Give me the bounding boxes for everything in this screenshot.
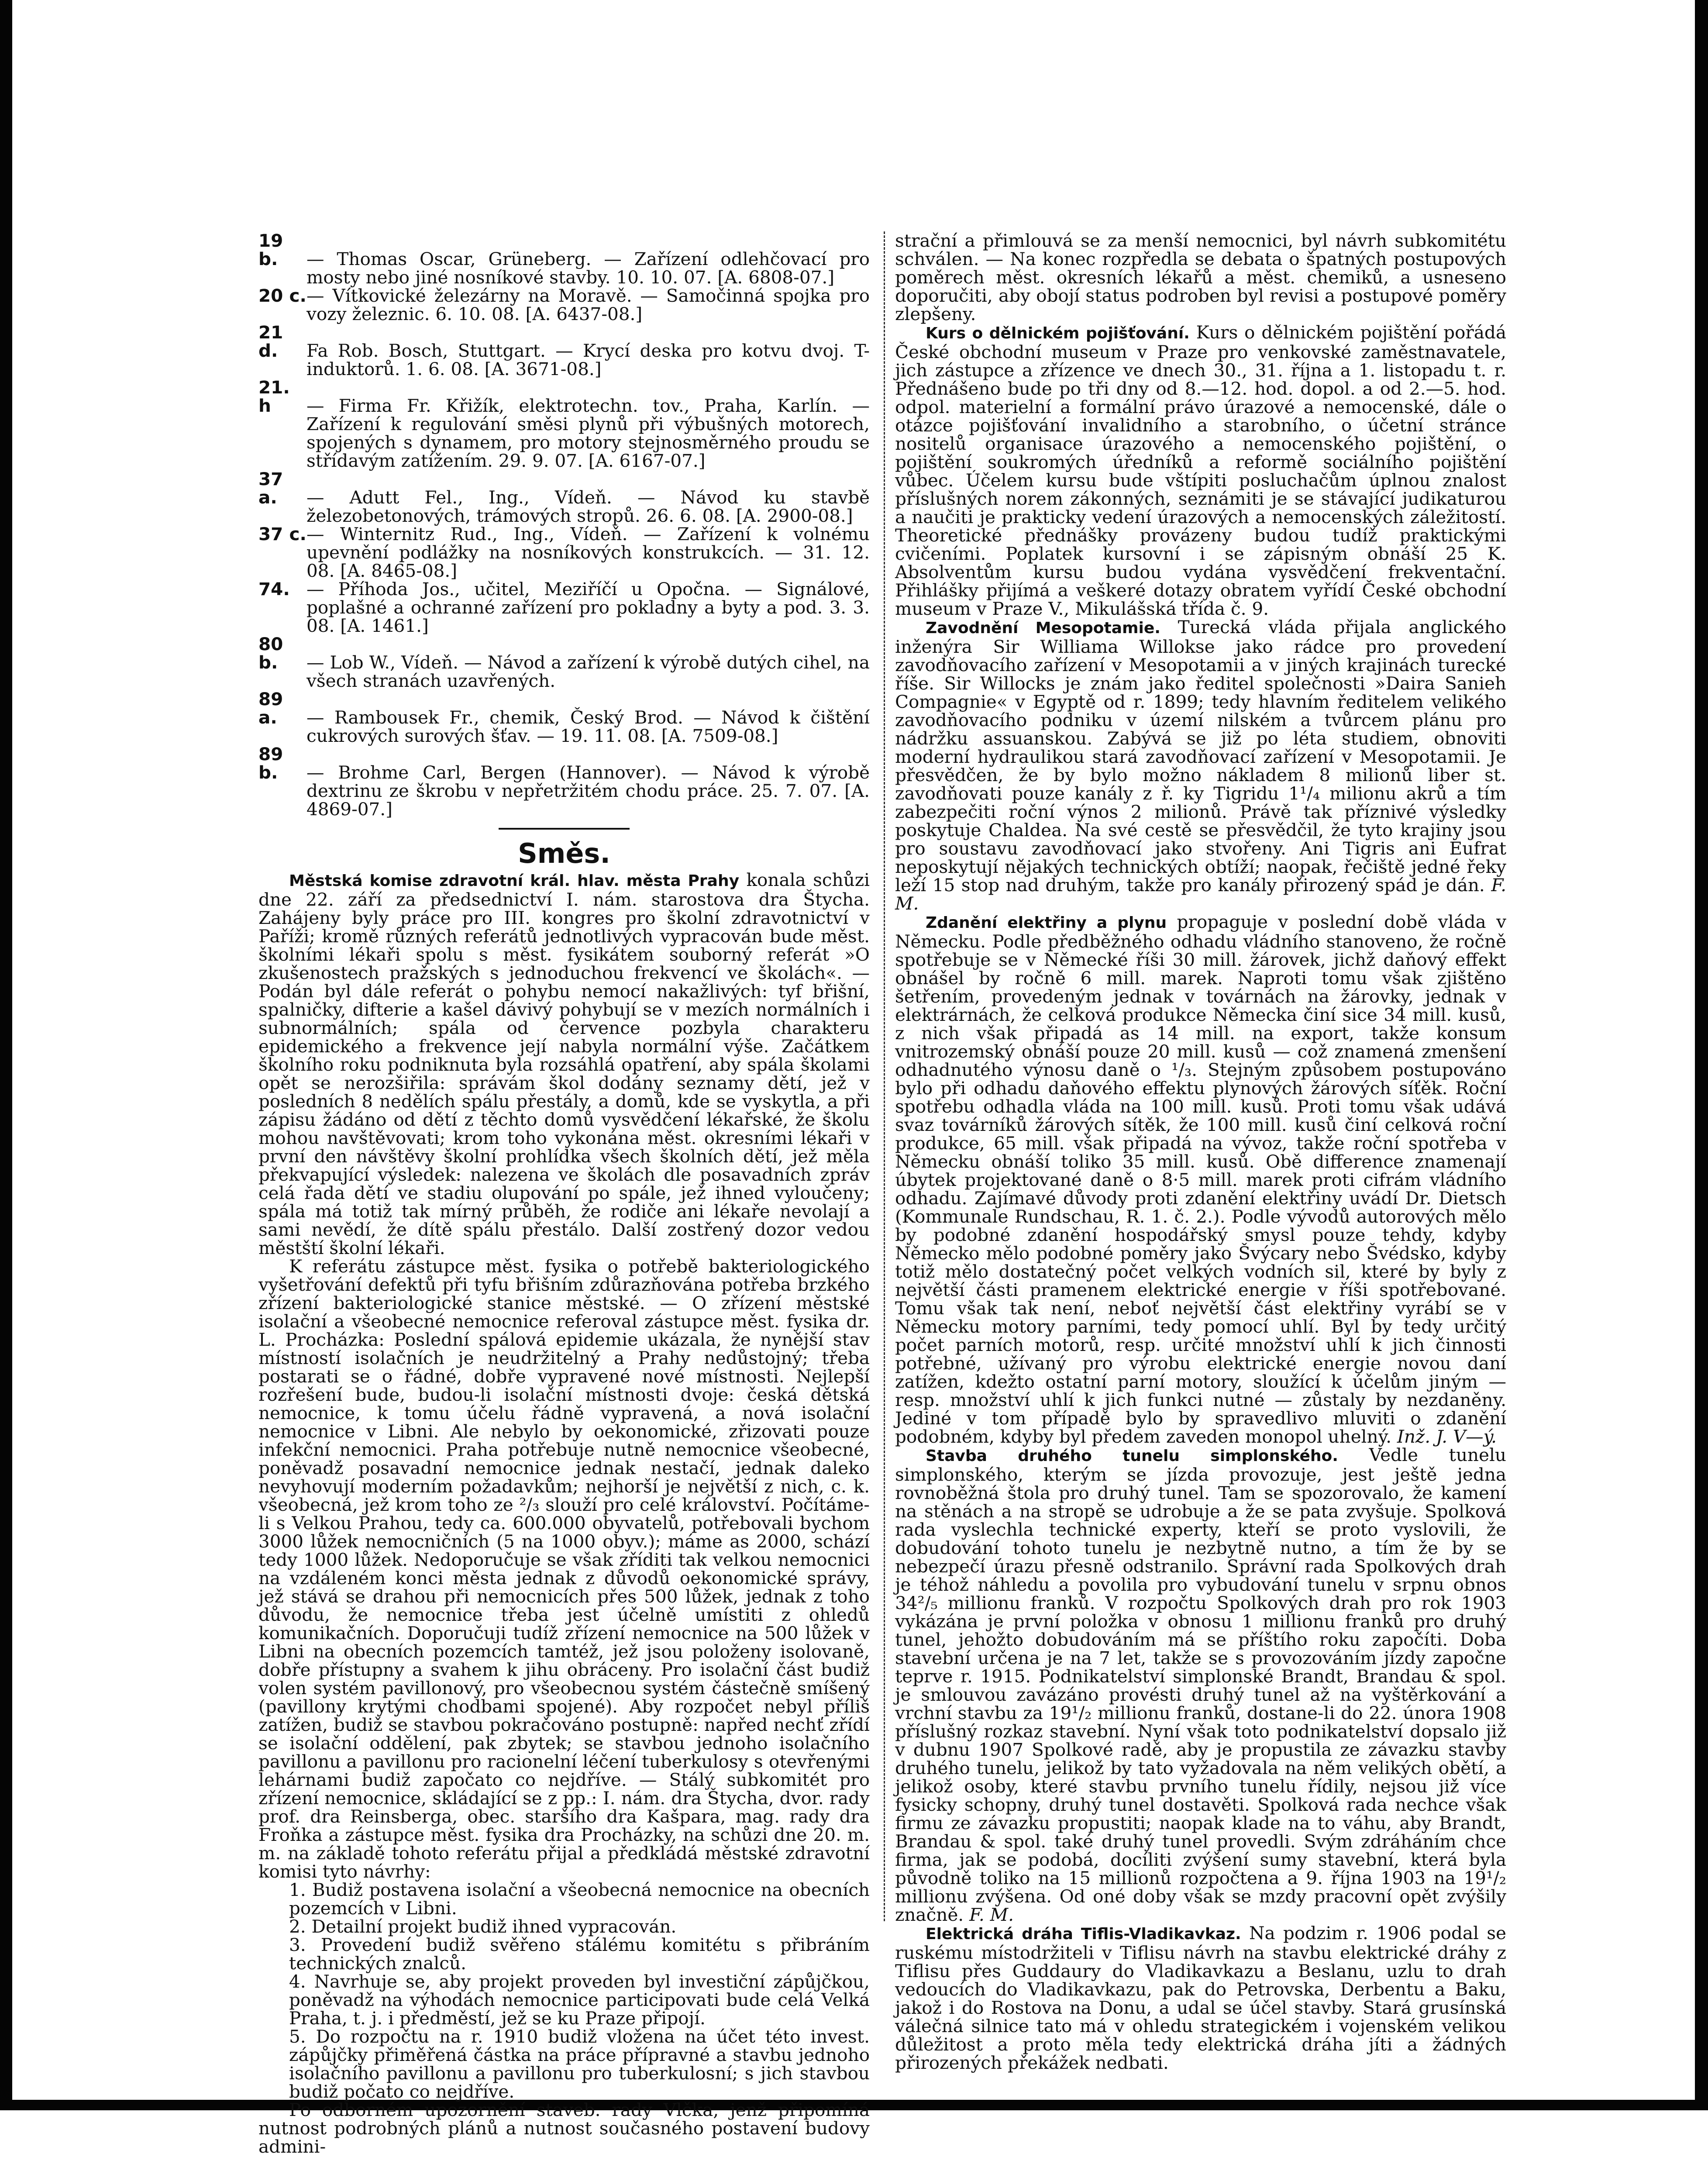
- patent-entry: [258, 690, 870, 745]
- patent-text: Fa Rob. Bosch, Stuttgart. — Krycí deska pro kotvu dvoj. T-induktorů. 1. 6. 08. [A. 3671-08.]: [306, 340, 870, 379]
- patent-class: 20 c.: [258, 285, 306, 306]
- patent-entry: [258, 580, 870, 635]
- patent-class: 21 d.: [258, 322, 283, 361]
- patent-text: — Lob W., Vídeň. — Návod a zařízení k výrobě dutých cihel, na všech stranách uzavřených.: [306, 652, 870, 691]
- patent-class: 89 a.: [258, 689, 283, 728]
- article-text: konala schůzi dne 22. září za předsednictví I. nám. starostova dra Štycha. Zahájeny byly práce pro III. kongres pro školní zdravotnictví v Paříži; kromě různých referátů jednotlivých vypracován bude měst. školními lékaři spolu s měst. fysikátem souborný referát »O zkušenostech pražských s jednoduchou frekvencí ve školách«. — Podán byl dále referát o pohybu nemocí nakažlivých: tyf břišní, spalničky, difterie a kašel dávivý pohybují se v mezích normálních i subnormálních; spála od července pozbyla charakteru epidemického a frekvence její nabyla normální výše. Začátkem školního roku podniknuta byla rozsáhlá opatření, aby spála školami opět se nerozšiřila: správám škol dodány seznamy dětí, jež v posledních 8 nedělích spálu přestály, a domů, kde se vyskytla, a při zápisu žádáno od dětí z těchto domů vysvědčení lékařské, že školu mohou navštěvovati; krom toho vykonána měst. okresními lékaři v první den návštěvy školní prohlídka všech školních dětí, jež měla překvapující výsledek: nalezena ve školách dle posavadních zpráv celá řada dětí ve stadiu olupování po spále, jež ihned vyloučeny; spála má totiž tak mírný průběh, že rodiče ani lékaře nevolají a sami nevědí, že dítě spálu přestálo. Další zostřený dozor vedou městští školní lékaři.: [258, 869, 870, 1258]
- patent-entry: [258, 231, 870, 286]
- proposal-item: 3. Provedení budiž svěřeno stálému komitétu s přibráním technických znalců.: [289, 1934, 870, 1974]
- patent-class: 19 b.: [258, 230, 283, 269]
- patent-class: 74.: [258, 579, 290, 600]
- patent-entry: [258, 745, 870, 818]
- article-text: Na podzim r. 1906 podal se ruskému místodržiteli v Tiflisu návrh na stavbu elektrické dráhy z Tiflisu přes Guddaury do Vladikavkazu a Beslanu, uzlu to drah vedoucích do Vladikavkazu, pak do Petrovska, Derbentu a Baku, jakož i do Rostova na Donu, a udal se účel stavby. Stará grusínská válečná silnice tato má v ohledu strategickém i vojenském velikou důležitost a proto měla tedy elektrická dráha jíti a žádných přirozených překážek nedbati.: [895, 1923, 1506, 2073]
- article-heading: Městská komise zdravotní král. hlav. města Prahy: [289, 872, 740, 890]
- proposal-item: 2. Detailní projekt budiž ihned vypracován.: [289, 1916, 677, 1937]
- column-divider: [884, 231, 885, 1921]
- article-text: Vedle tunelu simplonského, kterým se jízda provozuje, jest ještě jedna rovnoběžná štola pro druhý tunel. Tam se spozorovalo, že kamení na stěnách a na stropě se udrobuje a že se pata zvyšuje. Spolková rada vyslechla technické experty, kteří se proto vyslovili, že dobudování tohoto tunelu je nezbytně nutno, a tím že by se nebezpečí úrazu přesně odstranilo. Správní rada Spolkových drah je téhož náhledu a povolila pro vybudování tunelu v srpnu obnos 34²/₅ millionu franků. V rozpočtu Spolkových drah pro rok 1903 vykázána je první položka v obnosu 1 millionu franků pro druhý tunel, jehožto dobudováním má se příštího roku započíti. Doba stavební určena je na 7 let, takže se s provozováním jízdy započne teprve r. 1915. Podnikatelství simplonské Brandt, Brandau & spol. je smlouvou zavázáno provésti druhý tunel až na vyštěrkování a vrchní stavbu za 19¹/₂ millionu franků, dostane-li do 22. února 1908 příslušný rozkaz stavební. Nyní však toto podnikatelství dopsalo již v dubnu 1907 Spolkové radě, aby je propustila ze závazku stavby druhého tunelu, jelikož by tato vyžadovala na něm velikých obětí, a jelikož osoby, které stavbu prvního tunelu řídily, nejsou již více fysicky schopny, druhý tunel dostavěti. Spolková rada nechce však firmu ze závazku propustiti; naopak klade na to váhu, aby Brandt, Brandau & spol. také druhý tunel provedli. Svým zdráháním chce firma, jak se podobá, docíliti zvýšení sumy stavební, která byla původně toliko na 15 millionů rozpočtena a 9. října 1903 na 19¹/₂ millionu zvýšena. Od oné doby však se mzdy pracovní opět zvýšily značně.: [895, 1444, 1507, 1925]
- patent-text: — Thomas Oscar, Grüneberg. — Zařízení odlehčovací pro mosty nebo jiné nosníkové stavby. 10. 10. 07. [A. 6808-07.]: [306, 248, 870, 288]
- article-heading: Stavba druhého tunelu simplonského.: [926, 1447, 1338, 1465]
- author-signature: F. M.: [969, 1904, 1014, 1925]
- left-scan-border: [0, 0, 12, 2110]
- proposal-item: 5. Do rozpočtu na r. 1910 budiž vložena na účet této invest. zápůjčky přiměřená částka na práce přípravné a stavbu jednoho isolačního pavillonu a pavillonu pro tuberkulosní; s jich stavbou budiž počato co nejdříve.: [289, 2026, 870, 2102]
- proposal-item: 1. Budiž postavena isolační a všeobecná nemocnice na obecních pozemcích v Libni.: [289, 1879, 870, 1919]
- article-tiflis-railway: [895, 1924, 1506, 2072]
- patent-entry: [258, 635, 870, 690]
- patent-class: 21. h: [258, 377, 290, 416]
- article-heading: Kurs o dělnickém pojišťování.: [926, 324, 1190, 342]
- article-electricity-tax: [895, 913, 1506, 1446]
- article-paragraph: [258, 871, 870, 1257]
- section-divider: [499, 828, 630, 830]
- patent-text: — Brohme Carl, Bergen (Hannover). — Návod k výrobě dextrinu ze škrobu v nepřetržitém chodu práce. 25. 7. 07. [A. 4869-07.]: [306, 762, 870, 820]
- author-signature: F. M.: [895, 875, 1506, 914]
- patent-text: — Winternitz Rud., Ing., Vídeň. — Zařízení k volnému upevnění podlážky na nosníkových konstrukcích. — 31. 12. 08. [A. 8465-08.]: [306, 524, 870, 581]
- section-title: Směs.: [518, 837, 610, 869]
- patent-entry: [258, 470, 870, 525]
- article-text: propaguje v poslední době vláda v Německu. Podle předběžného odhadu vládního stanoveno, že ročně spotřebuje se v Německé říši 30 mill. žárovek, jichž daňový effekt obnášel by ročně 6 mill. marek. Naproti tomu však zjištěno šetřením, provedeným jednak v továrnách na žárovky, jednak v elektrárnách, že celková produkce Německa činí sice 34 mill. kusů, z nich však připadá as 14 mill. na export, takže konsum vnitrozemský obnáší pouze 20 mill. kusů — což znamená zmenšení odhadnutého výnosu daně o ¹/₃. Stejným způsobem postupováno bylo při odhadu daňového effektu plynových žárových síťěk. Roční spotřebu odhadla vláda na 100 mill. kusů. Proti tomu však udává svaz továrníků žárových sítěk, že 100 mill. kusů činí celková roční produkce, 65 mill. však připadá na vývoz, takže roční spotřeba v Německu obnáší toliko 35 mill. kusů. Obě differencе znamenají úbytek projektované daně o 8·5 mill. marek proti cifrám vládního odhadu. Zajímavé důvody proti zdanění elektřiny uvádí Dr. Dietsch (Kommunale Rundschau, R. 1. č. 2.). Podle vývodů autorových mělo by podobné zdanění hospodářský smysl pouze tehdy, kdyby Německo mělo podobné poměry jako Švýcary nebo Švédsko, kdyby totiž mělo dostatečný počet velkých vodních sil, které by byly z největší části pramenem elektrické energie v říši spotřebované. Tomu však tak není, neboť největší část elektřiny vyrábí se v Německu motory parními, tedy pomocí uhlí. Byl by tedy určitý počet parních motorů, resp. určité množství uhlí k jich činnosti potřebné, užívaný pro výrobu elektrické energie novou daní zatížen, kdežto ostatní parní motory, sloužící k účelům jiným — resp. množství uhlí k jich funkci nutné — zůstaly by nezdaněny. Jediné v tom případě bylo by spravedlivo mluviti o zdanění podobném, kdyby byl předem zaveden monopol uhelný.: [895, 911, 1506, 1447]
- article-paragraph: K referátu zástupce měst. fysika o potřebě bakteriologického vyšetřování defektů při tyfu břišním zdůrazňována potřeba brzkého zřízení bakteriologické stanice městské. — O zřízení městské isolační a všeobecné nemocnice referoval zástupce měst. fysika dr. L. Procházka: Poslední spálová epidemie ukázala, že nynější stav místností isolačních je neudržitelný a Prahy nedůstojný; třeba postarati se o řádné, dobře vypravené nové místnosti. Nejlepší rozřešení bude, budou-li isolační místnosti dvoje: česká dětská nemocnice, k tomu účelu řádně vypravená, a nová isolační nemocnice v Libni. Ale nebylo by oekonomické, zřizovati pouze infekční nemocnici. Praha potřebuje nutně nemocnice všeobecné, poněvadž posavadní nemocnice jednak nestačí, jednak daleko nevyhovují moderním požadavkům; nejhorší je největší z nich, c. k. všeobecná, jež krom toho ze ²/₃ slouží pro celé království. Počítáme-li s Velkou Prahou, tedy ca. 600.000 obyvatelů, potřebovali bychom 3000 lůžek nemocničních (5 na 1000 obyv.); máme as 2000, schází tedy 1000 lůžek. Nedoporučuje se však zříditi tak velkou nemocnici na vzdáleném konci města jednak z důvodů oekonomické správy, jež stává se drahou při nemocnicích přes 500 lůžek, jednak z toho důvodu, že nemocnice třeba jest účelně umístiti z ohledů komunikačních. Doporučuji tudíž zřízení nemocnice na 500 lůžek v Libni na obecních pozemcích tamtéž, jež jsou položeny isolovaně, dobře přístupny a svahem k jihu obráceny. Pro isolační část budiž volen systém pavillonový, pro všeobecnou systém částečně smíšený (pavillony krytými chodbami spojené). Aby rozpočet nebyl příliš zatížen, budiž se stavbou pokračováno postupně: napřed nechť zřídí se isolační oddělení, pak zbytek; se stavbou jednoho isolačního pavillonu a pavillonu pro racionelní léčení tuberkulosy s otevřenými lehárnami budiž započato co nejdříve. — Stálý subkomitét pro zřízení nemocnice, skládající se z pp.: I. nám. dra Štycha, dvor. rady prof. dra Reinsberga, obec. staršího dra Kašpara, mag. rady dra Froňka a zástupce měst. fysika dra Procházky, na schůzi dne 20. m. m. na základě tohoto referátu přijal a předkládá městské zdravotní komisi tyto návrhy:: [258, 1256, 870, 1882]
- left-column: [258, 230, 870, 2157]
- article-heading: Elektrická dráha Tiflis-Vladikavkaz.: [926, 1925, 1241, 1943]
- patent-class: 80 b.: [258, 634, 283, 673]
- article-insurance-course: [895, 323, 1506, 618]
- patent-entry: [258, 378, 870, 470]
- patent-text: — Adutt Fel., Ing., Vídeň. — Návod ku stavbě železobetonových, trámových stropů. 26. 6. 08. [A. 2900-08.]: [306, 487, 870, 526]
- patent-text: — Rambousek Fr., chemik, Český Brod. — Návod k čištění cukrových surových šťav. — 19. 11. 08. [A. 7509-08.]: [306, 707, 870, 746]
- right-column: [895, 230, 1507, 2073]
- article-heading: Zavodnění Mesopotamie.: [926, 619, 1160, 637]
- patent-text: — Vítkovické železárny na Moravě. — Samočinná spojka pro vozy železnic. 6. 10. 08. [A. 6437-08.]: [306, 285, 870, 324]
- article-heading: Zdanění elektřiny a plynu: [926, 914, 1167, 932]
- patent-entry: [258, 286, 870, 323]
- patent-class: 37 c.: [258, 524, 306, 544]
- right-scan-border: [1695, 0, 1708, 2110]
- article-paragraph: Po odborném upozornění staveb. rady Vlčka, jenž připomíná nutnost podrobných plánů a nutnost současného postavení budovy admini-: [258, 2099, 870, 2157]
- article-text: Turecká vláda přijala anglického inženýra Sir Williama Willokse jako rádce pro provedení zavodňovacího zařízení v Mesopotamii a v jiných krajinách turecké říše. Sir Willocks je znám jako ředitel společnosti »Daira Sanieh Compagnie« v Egyptě od r. 1899; tedy hlavním ředitelem velikého zavodňovacího podniku v území nilském a tvůrcem plánu pro nádržku assuanskou. Zabývá se již po léta studiem, obnoviti moderní hydraulikou stará zavodňovací zařízení v Mesopotamii. Je přesvědčen, že by bylo možno nákladem 8 milionů liber st. zavodňovati pouze kanály z ř. ky Tigridu 1¹/₄ milionu akrů a tím zabezpečiti roční výnos 2 milionů. Právě tak příznivé výsledky poskytuje Chaldea. Na své cestě se přesvědčil, že tyto krajiny jsou pro soustavu zavodňovací jako stvořeny. Ani Tigris ani Eufrat neposkytují nějakých technických obtíží; naopak, řečiště jedné řeky leží 15 stop nad druhým, takže pro kanály přirozený spád je dán.: [895, 617, 1507, 896]
- article-continuation: strační a přimlouvá se za menší nemocnici, byl návrh subkomitétu schválen. — Na konec rozpředla se debata o špatných postupových poměrech měst. okresních lékařů a měst. chemiků, a usneseno doporučiti, aby obojí status podroben byl revisi a postupové poměry zlepšeny.: [895, 230, 1506, 324]
- patent-text: — Příhoda Jos., učitel, Meziříčí u Opočna. — Signálové, poplašné a ochranné zařízení pro pokladny a byty a pod. 3. 3. 08. [A. 1461.]: [306, 579, 870, 636]
- author-signature: Inž. J. V—ý.: [1397, 1426, 1497, 1447]
- article-text: Kurs o dělnickém pojištění pořádá České obchodní museum v Praze pro venkovské zaměstnavatele, jich zástupce a zřízence ve dnech 30., 31. října a 1. listopadu t. r. Přednášeno bude po tři dny od 8.—12. hod. dopol. a od 2.—5. hod. odpol. materielní a formální právo úrazové a nemocenské, dále o otázce pojišťování invalidního a starobního, o účetní stránce nositelů organisace úrazového a nemocenského pojištění, o pojištění soukromých úředníků a reformě sociálního pojištění vůbec. Účelem kursu bude vštípiti posluchačům úplnou znalost příslušných norem zákonných, seznámiti je se stávající judikaturou a naučiti je prakticky vedení úrazových a nemocenských záležitostí. Theoretické přednášky provázeny budou tudíž praktickými cvičeními. Poplatek kursovní i se zápisným obnáší 25 K. Absolventům kursu budou vydána vysvědčení frekventační. Přihlášky přijímá a veškeré dotazy obratem vyřídí České obchodní museum v Praze V., Mikulášská třída č. 9.: [895, 322, 1507, 619]
- patent-entry: [258, 525, 870, 580]
- patent-class: 37 a.: [258, 469, 283, 508]
- patent-entry: [258, 323, 870, 378]
- patent-list: [258, 231, 870, 818]
- patent-text: — Firma Fr. Křižík, elektrotechn. tov., Praha, Karlín. — Zařízení k regulování směsi plynů při výbušných motorech, spojených s dynamem, pro motory stejnosměrného proudu se střídavým zatížením. 29. 9. 07. [A. 6167-07.]: [306, 395, 870, 471]
- article-simplon-tunnel: [895, 1446, 1506, 1924]
- patent-class: 89 b.: [258, 744, 283, 783]
- proposal-item: 4. Navrhuje se, aby projekt proveden byl investiční zápůjčkou, poněvadž na výhodách nemocnice participovati bude celá Velká Praha, t. j. i předměstí, jež se ku Praze připojí.: [289, 1971, 870, 2029]
- article-mesopotamia: [895, 618, 1506, 913]
- article-health-commission: [258, 871, 870, 2156]
